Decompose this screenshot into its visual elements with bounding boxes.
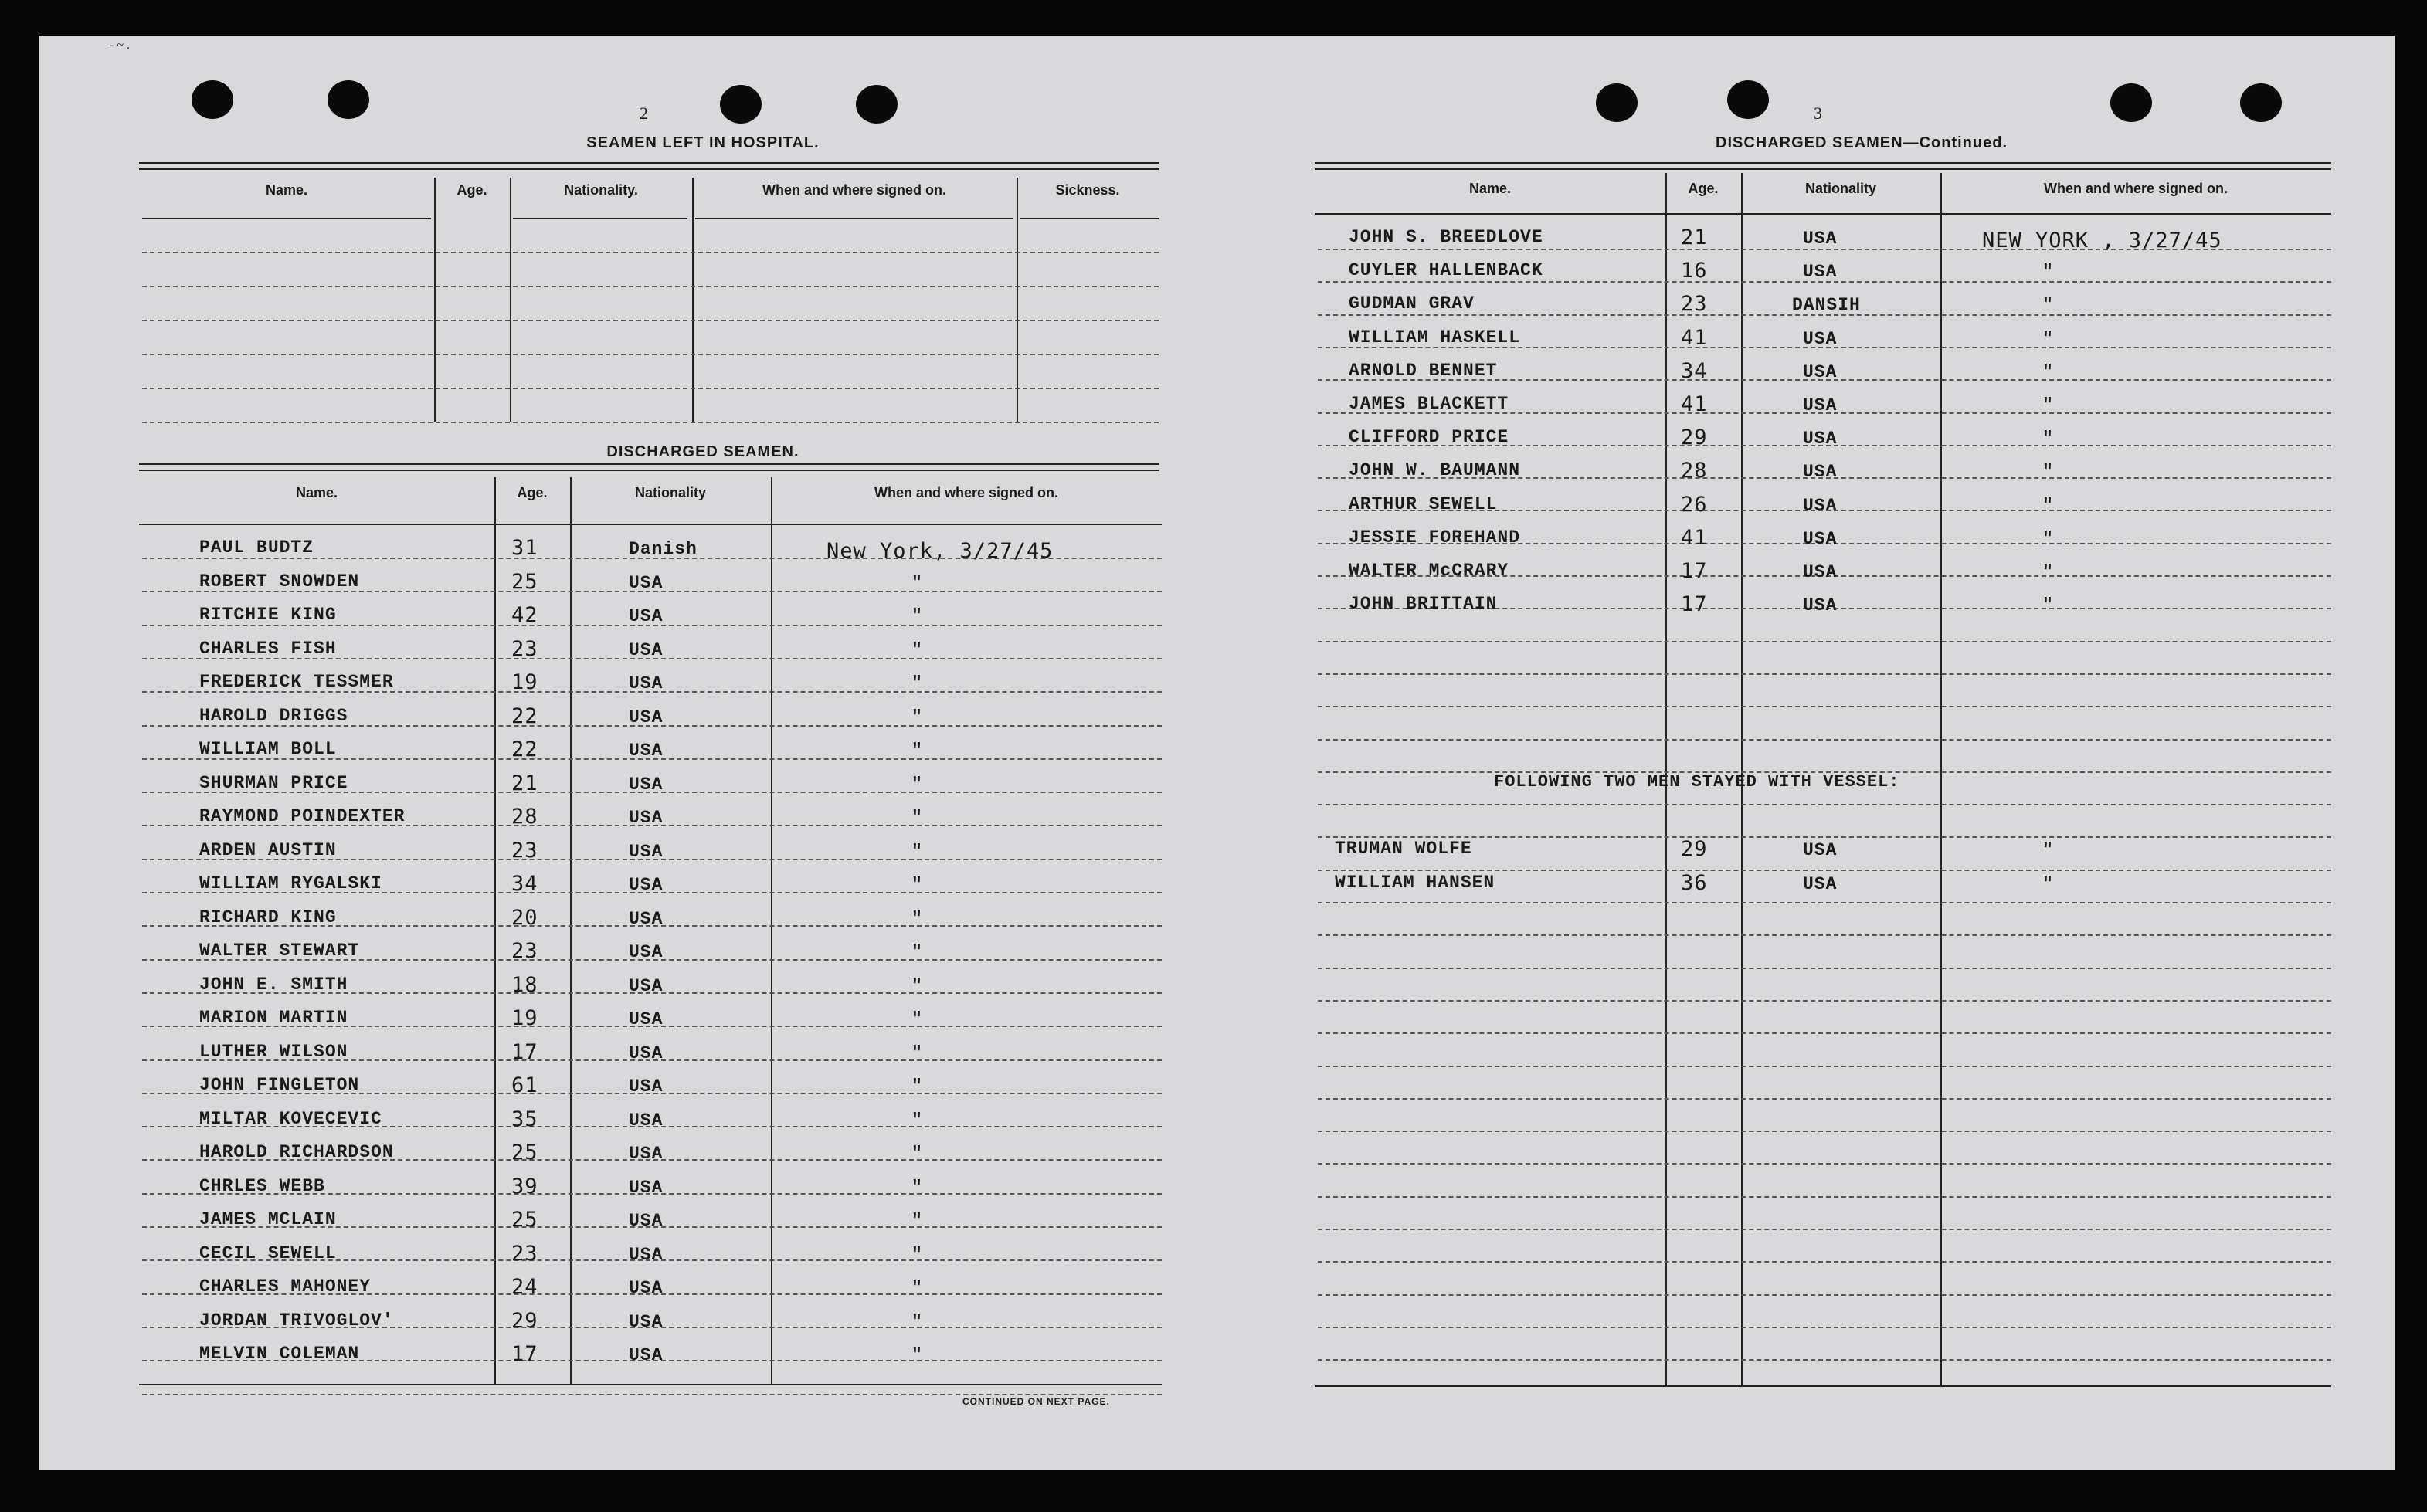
seaman-age: 23 [511,838,538,863]
continued-note: CONTINUED ON NEXT PAGE. [962,1396,1110,1407]
seaman-name: JOHN BRITTAIN [1349,594,1498,615]
header-underline [142,218,431,219]
signed-on: " [2042,328,2054,349]
seaman-nationality: USA [629,908,664,929]
row-line [1318,934,2331,936]
seaman-nationality: USA [629,1144,664,1164]
row-line [1318,1098,2331,1100]
left-page-number: 2 [640,103,648,123]
seaman-name: MARION MARTIN [199,1008,348,1028]
seaman-name: CUYLER HALLENBACK [1349,260,1543,281]
signed-on: " [911,1345,923,1365]
column-divider [1665,173,1667,1385]
signed-on: " [911,774,923,795]
header-underline [695,218,1013,219]
row-line [1318,1327,2331,1328]
discharged-header-2: Nationality [634,485,706,500]
column-divider [771,477,772,1384]
blank-row-line [142,422,1159,423]
seaman-name: TRUMAN WOLFE [1335,839,1472,859]
seaman-age: 28 [511,805,538,829]
signed-on: " [2042,874,2054,894]
seaman-age: 16 [1681,259,1708,283]
signed-on: New York, 3/27/45 [827,539,1054,563]
blank-row-line [142,354,1159,355]
seaman-age: 17 [511,1342,538,1366]
seaman-name: MELVIN COLEMAN [199,1344,360,1364]
row-line [1318,1000,2331,1002]
seaman-age: 39 [511,1174,538,1198]
signed-on: " [911,1009,923,1029]
seaman-nationality: USA [629,1244,664,1265]
row-line [1318,1261,2331,1263]
seaman-nationality: USA [629,1311,664,1332]
seaman-age: 21 [1681,225,1708,249]
signed-on: " [911,707,923,727]
column-divider [570,477,572,1384]
column-divider [692,178,694,422]
rule [1315,162,2331,170]
blank-row-line [142,320,1159,321]
row-line [1318,771,2331,773]
seaman-name: WILLIAM BOLL [199,739,337,759]
punch-hole [720,85,762,124]
seaman-name: CHRLES WEBB [199,1175,325,1196]
row-line [1318,739,2331,741]
punch-hole [2110,83,2152,122]
row-line [1318,641,2331,642]
seaman-age: 25 [511,1141,538,1165]
table-bottom-rule [1315,1385,2331,1387]
seaman-age: 35 [511,1107,538,1131]
seaman-nationality: USA [629,606,664,626]
seaman-nationality: USA [1803,361,1838,382]
right-section-title: DISCHARGED SEAMEN—Continued. [1716,134,2008,151]
blank-row-line [142,388,1159,389]
seaman-name: GUDMAN GRAV [1349,293,1475,314]
seaman-nationality: USA [629,1009,664,1029]
row-line [1318,1294,2331,1296]
seaman-name: ARTHUR SEWELL [1349,493,1498,514]
seaman-age: 25 [511,1208,538,1232]
column-divider [1741,173,1743,1385]
signed-on: " [2042,462,2054,483]
seaman-name: RITCHIE KING [199,605,337,625]
signed-on: " [911,975,923,996]
discharged-header-1: Age. [517,485,548,500]
signed-on: " [911,1144,923,1164]
signed-on: " [2042,295,2054,316]
signed-on: " [911,1278,923,1298]
seaman-name: JOHN E. SMITH [199,974,348,995]
corner-mark: - ~ . [110,39,130,52]
signed-on: " [911,1211,923,1231]
seaman-name: LUTHER WILSON [199,1041,348,1062]
signed-on: " [911,572,923,593]
row-line [1318,1163,2331,1165]
seaman-name: MILTAR KOVECEVIC [199,1108,382,1129]
right-page-number: 3 [1814,103,1822,123]
header-underline [513,218,687,219]
row-line [1318,902,2331,903]
signed-on: " [2042,429,2054,449]
seaman-nationality: USA [629,942,664,962]
seaman-age: 34 [511,872,538,896]
seaman-name: CECIL SEWELL [199,1242,337,1263]
row-line [1318,1196,2331,1198]
signed-on: " [2042,562,2054,582]
signed-on: " [911,1042,923,1063]
signed-on: " [2042,840,2054,860]
seaman-nationality: USA [629,975,664,996]
signed-on: " [911,606,923,626]
hospital-section-title: SEAMEN LEFT IN HOSPITAL. [586,134,820,151]
seaman-nationality: USA [1803,395,1838,415]
discharged-header-0: Name. [295,485,338,500]
seaman-nationality: USA [629,673,664,693]
seaman-age: 19 [511,670,538,694]
seaman-name: FREDERICK TESSMER [199,672,394,692]
seaman-nationality: USA [1803,874,1838,894]
punch-hole [2240,83,2282,122]
seaman-age: 20 [511,905,538,930]
seaman-nationality: USA [629,808,664,828]
signed-on: " [911,942,923,962]
row-line [1318,968,2331,969]
seaman-age: 29 [1681,425,1708,450]
seaman-nationality: USA [629,774,664,795]
seaman-nationality: DANSIH [1792,295,1861,316]
seaman-name: WILLIAM HASKELL [1349,327,1521,347]
signed-on: " [911,808,923,828]
seaman-name: JAMES BLACKETT [1349,394,1509,414]
seaman-nationality: USA [629,841,664,862]
right-header-1: Age. [1688,181,1719,196]
hospital-header-1: Age. [457,182,487,198]
seaman-nationality: USA [629,1278,664,1298]
seaman-nationality: USA [1803,429,1838,449]
signed-on: " [2042,495,2054,516]
column-divider [434,178,436,422]
header-underline [1020,218,1159,219]
seaman-nationality: USA [629,707,664,727]
row-line [1318,870,2331,871]
seaman-nationality: USA [1803,229,1838,249]
seaman-name: CHARLES MAHONEY [199,1276,372,1297]
seaman-nationality: Danish [629,539,698,559]
seaman-nationality: USA [1803,462,1838,483]
hospital-header-4: Sickness. [1055,182,1120,198]
seaman-name: HAROLD DRIGGS [199,705,348,726]
seaman-nationality: USA [629,1211,664,1231]
signed-on: " [911,841,923,862]
stayed-note: FOLLOWING TWO MEN STAYED WITH VESSEL: [1494,772,1900,792]
hospital-header-0: Name. [265,182,308,198]
seaman-name: WALTER STEWART [199,941,360,961]
rule [139,162,1159,170]
row-line [142,1394,1162,1395]
row-line [1318,1032,2331,1034]
seaman-name: JAMES MCLAIN [199,1209,337,1229]
seaman-age: 41 [1681,525,1708,550]
punch-hole [1596,83,1638,122]
seaman-age: 34 [1681,358,1708,383]
signed-on: " [2042,262,2054,283]
seaman-age: 22 [511,737,538,761]
right-header-3: When and where signed on. [2043,181,2228,196]
signed-on: " [911,875,923,895]
seaman-name: JORDAN TRIVOGLOV' [199,1310,394,1331]
header-underline [1315,213,2331,215]
seaman-nationality: USA [1803,262,1838,283]
seaman-age: 19 [511,1006,538,1030]
seaman-age: 31 [511,536,538,560]
seaman-nationality: USA [629,1076,664,1097]
seaman-nationality: USA [1803,328,1838,349]
seaman-name: SHURMAN PRICE [199,772,348,793]
seaman-name: ROBERT SNOWDEN [199,571,360,592]
signed-on: " [2042,361,2054,382]
signed-on: NEW YORK , 3/27/45 [1982,229,2222,253]
table-bottom-rule [139,1384,1162,1385]
blank-row-line [142,286,1159,287]
seaman-age: 21 [511,771,538,795]
seaman-nationality: USA [629,639,664,660]
column-divider [1017,178,1018,422]
seaman-age: 17 [511,1039,538,1064]
seaman-name: WILLIAM RYGALSKI [199,873,382,893]
punch-hole [328,80,369,119]
hospital-header-3: When and where signed on. [762,182,947,198]
seaman-nationality: USA [629,875,664,895]
seaman-nationality: USA [629,572,664,593]
seaman-age: 23 [511,636,538,661]
column-divider [510,178,511,422]
seaman-name: CLIFFORD PRICE [1349,427,1509,448]
seaman-age: 22 [511,703,538,728]
signed-on: " [911,1244,923,1265]
row-line [1318,673,2331,675]
row-line [1318,706,2331,707]
seaman-age: 18 [511,972,538,997]
seaman-age: 61 [511,1073,538,1097]
signed-on: " [911,673,923,693]
seaman-name: ARDEN AUSTIN [199,839,337,860]
seaman-nationality: USA [629,1042,664,1063]
seaman-nationality: USA [629,1110,664,1131]
discharged-section-title: DISCHARGED SEAMEN. [606,443,799,460]
seaman-age: 25 [511,569,538,594]
seaman-nationality: USA [1803,528,1838,549]
seaman-name: RICHARD KING [199,907,337,927]
seaman-nationality: USA [1803,495,1838,516]
document-sheet [39,36,2395,1470]
signed-on: " [911,1076,923,1097]
right-header-0: Name. [1468,181,1512,196]
header-underline [139,524,1162,525]
punch-hole [192,80,233,119]
seaman-age: 29 [511,1308,538,1333]
seaman-name: RAYMOND POINDEXTER [199,806,406,826]
column-divider [494,477,496,1384]
signed-on: " [911,1177,923,1198]
signed-on: " [2042,528,2054,549]
signed-on: " [911,1110,923,1131]
row-line [1318,804,2331,805]
seaman-age: 26 [1681,492,1708,517]
row-line [1318,1359,2331,1361]
seaman-age: 42 [511,603,538,627]
seaman-name: HAROLD RICHARDSON [199,1142,394,1162]
seaman-age: 41 [1681,392,1708,416]
row-line [1318,1131,2331,1132]
seaman-nationality: USA [1803,840,1838,860]
signed-on: " [911,1311,923,1332]
row-line [1318,1066,2331,1067]
seaman-name: CHARLES FISH [199,638,337,659]
hospital-header-2: Nationality. [564,182,638,198]
seaman-nationality: USA [629,1177,664,1198]
seaman-age: 41 [1681,325,1708,350]
seaman-nationality: USA [629,1345,664,1365]
rule [139,463,1159,471]
signed-on: " [2042,595,2054,616]
seaman-name: WALTER McCRARY [1349,561,1509,581]
seaman-name: JESSIE FOREHAND [1349,527,1521,548]
seaman-name: JOHN FINGLETON [199,1075,360,1095]
signed-on: " [911,741,923,761]
seaman-age: 17 [1681,559,1708,583]
column-divider [1940,173,1942,1385]
seaman-age: 23 [511,1241,538,1266]
seaman-name: JOHN S. BREEDLOVE [1349,227,1543,247]
signed-on: " [911,908,923,929]
right-header-2: Nationality [1804,181,1876,196]
seaman-age: 29 [1681,837,1708,861]
seaman-name: PAUL BUDTZ [199,537,314,558]
seaman-age: 23 [1681,292,1708,317]
seaman-nationality: USA [1803,562,1838,582]
discharged-header-3: When and where signed on. [874,485,1059,500]
punch-hole [1727,80,1769,119]
seaman-age: 24 [511,1275,538,1299]
seaman-name: ARNOLD BENNET [1349,360,1498,381]
signed-on: " [2042,395,2054,415]
signed-on: " [911,639,923,660]
punch-hole [856,85,898,124]
seaman-name: JOHN W. BAUMANN [1349,460,1521,481]
seaman-nationality: USA [629,741,664,761]
seaman-age: 36 [1681,871,1708,895]
row-line [1318,1229,2331,1230]
seaman-nationality: USA [1803,595,1838,616]
seaman-age: 23 [511,939,538,963]
seaman-age: 17 [1681,592,1708,617]
blank-row-line [142,252,1159,253]
seaman-name: WILLIAM HANSEN [1335,873,1495,893]
seaman-age: 28 [1681,459,1708,483]
